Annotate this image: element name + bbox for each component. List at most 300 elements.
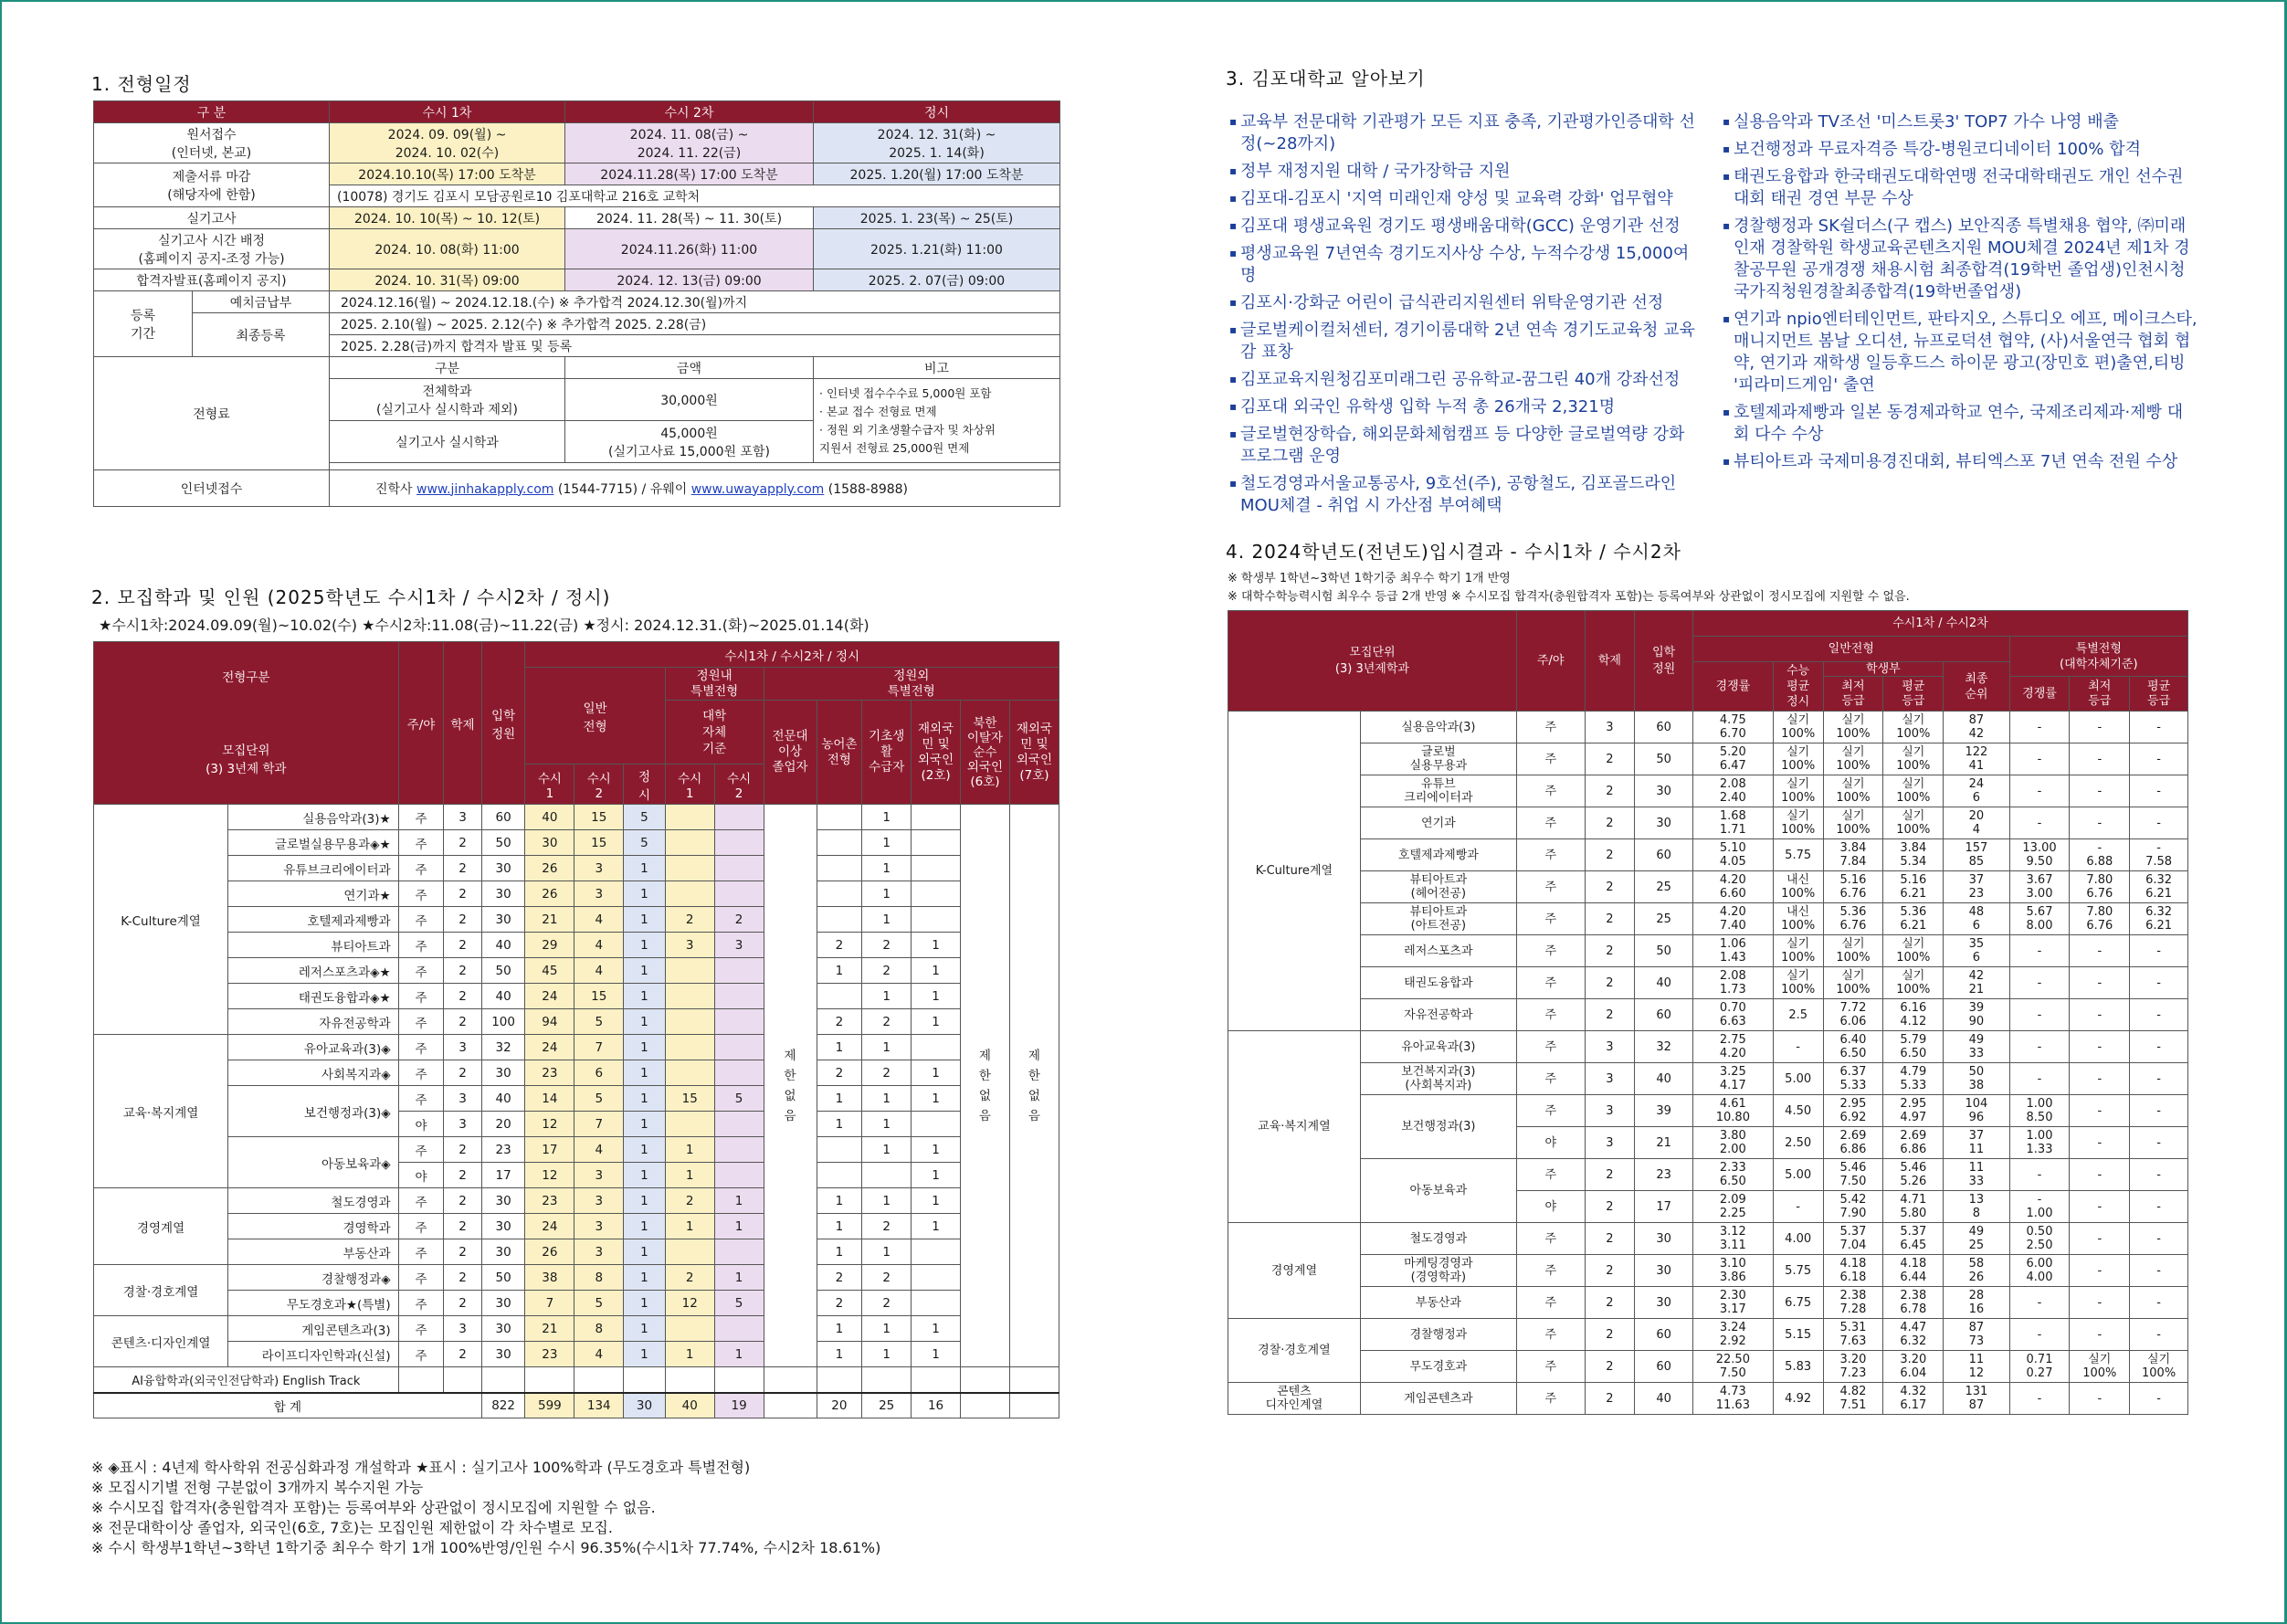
table-row	[94, 984, 1059, 1009]
section-title-recruit: 2. 모집학과 및 인원 (2025학년도 수시1차 / 수시2차 / 정시)	[91, 586, 611, 608]
res-cell: 60	[1635, 999, 1693, 1031]
dept-cell: 1	[714, 1265, 764, 1291]
dept-cell: 주	[398, 984, 444, 1009]
dept-cell: 3	[444, 1035, 481, 1060]
res-cell: 실기 100%	[1823, 807, 1883, 839]
res-cell: 6.32 6.21	[2130, 903, 2188, 935]
res-unit: 무도경호과	[1360, 1351, 1516, 1383]
res-unit: 실용음악과(3)	[1360, 712, 1516, 743]
total-cell: 16	[912, 1393, 961, 1418]
dept-cell: 2	[444, 1265, 481, 1291]
dept-cell: 2	[862, 1009, 912, 1035]
res-cell: 주	[1516, 1063, 1585, 1095]
sched-cell: 2024.10.10(목) 17:00 도착분	[330, 163, 565, 185]
res-cell: 50	[1635, 935, 1693, 967]
sched-cell: 2024. 10. 31(목) 09:00	[330, 269, 565, 291]
res-cell: -	[2130, 807, 2188, 839]
res-unit: 호텔제과제빵과	[1360, 839, 1516, 871]
table-row	[1228, 743, 2188, 775]
res-cell: -	[2009, 775, 2070, 807]
res-cell: 주	[1516, 1287, 1585, 1319]
recruit-table	[93, 641, 1059, 1418]
dept-cell	[714, 1009, 764, 1035]
res-cell: 40	[1635, 967, 1693, 999]
dept-cell: 8	[574, 1316, 624, 1342]
res-header-top: 수시1차 / 수시2차	[1692, 611, 2187, 637]
dept-cell: 1	[624, 1291, 666, 1316]
dept-unit: 사회복지과◈	[228, 1060, 399, 1086]
fee-cell: 전체학과 (실기고사 실시학과 제외)	[330, 379, 565, 421]
fee-cell: 30,000원	[565, 379, 814, 421]
dept-cell: 주	[398, 933, 444, 958]
res-cell: 4.79 5.33	[1883, 1063, 1944, 1095]
dept-cell: 30	[481, 1342, 525, 1367]
dept-cell	[817, 1137, 862, 1163]
dept-cell: 1	[714, 1214, 764, 1239]
res-cell: -	[2130, 1383, 2188, 1415]
dept-cell: 1	[862, 881, 912, 907]
dept-cell: 2	[862, 933, 912, 958]
res-cell: 30	[1635, 775, 1693, 807]
res-cell: 2.09 2.25	[1692, 1191, 1773, 1223]
dept-cell	[817, 881, 862, 907]
res-cell: - 7.58	[2130, 839, 2188, 871]
res-cell: 실기 100%	[1883, 807, 1944, 839]
total-cell: 19	[714, 1393, 764, 1418]
about-list-right	[1723, 111, 2197, 479]
fee-head: 구분	[330, 357, 565, 379]
dept-header: 수시 1	[525, 765, 574, 805]
sched-cell: 2024. 10. 08(화) 11:00	[330, 229, 565, 269]
ai-row: AI융합학과(외국인전담학과) English Track	[94, 1367, 399, 1393]
dept-cell: 1	[862, 830, 912, 856]
res-cell: -	[2130, 712, 2188, 743]
dept-cell: 2	[862, 1291, 912, 1316]
dept-unit: 유튜브크리에이터과	[228, 856, 399, 881]
uway-link[interactable]: www.uwayapply.com	[690, 481, 825, 497]
table-row	[94, 881, 1059, 907]
about-item: ▪ 글로벌현장학습, 해외문화체험캠프 등 다양한 글로벌역량 강화 프로그램 운영	[1229, 424, 1704, 468]
res-cell: 3	[1585, 712, 1635, 743]
res-cell: -	[2070, 999, 2130, 1031]
total-cell: 599	[525, 1393, 574, 1418]
table-row	[94, 1086, 1059, 1112]
dept-cell: 1	[862, 1239, 912, 1265]
table-row	[94, 1316, 1059, 1342]
dept-cell	[817, 856, 862, 881]
res-cell: -	[2070, 1287, 2130, 1319]
res-unit: 보건복지과(3) (사회복지과)	[1360, 1063, 1516, 1095]
dept-unit: 보건행정과(3)◈	[228, 1086, 399, 1137]
dept-cell	[714, 958, 764, 984]
dept-cell: 32	[481, 1035, 525, 1060]
sched-label: 인터넷접수	[94, 470, 330, 507]
res-cell: 실기 100%	[1773, 935, 1823, 967]
res-unit: 유튜브 크리에이터과	[1360, 775, 1516, 807]
dept-cell: 14	[525, 1086, 574, 1112]
dept-header: 입학 정원	[481, 642, 525, 805]
res-cell: 40	[1635, 1383, 1693, 1415]
total-cell: 20	[817, 1393, 862, 1418]
dept-cell	[912, 856, 961, 881]
dept-cell: 1	[624, 1265, 666, 1291]
res-cell: 24 6	[1944, 775, 2009, 807]
dept-unit: 유아교육과(3)◈	[228, 1035, 399, 1060]
table-row	[1228, 1159, 2188, 1191]
res-cell: 37 23	[1944, 871, 2009, 903]
res-cell: 0.71 0.27	[2009, 1351, 2070, 1383]
table-row	[1228, 807, 2188, 839]
dept-cell: 38	[525, 1265, 574, 1291]
dept-cell: 2	[444, 958, 481, 984]
res-cell: 실기 100%	[1883, 967, 1944, 999]
dept-header-top: 수시1차 / 수시2차 / 정시	[525, 642, 1059, 668]
res-cell: -	[2070, 712, 2130, 743]
dept-cell: 2	[862, 1265, 912, 1291]
dept-cell: 1	[624, 1188, 666, 1214]
about-item: ▪ 글로벌케이컬처센터, 경기이룸대학 2년 연속 경기도교육청 교육감 표창	[1229, 320, 1704, 364]
dept-cell: 1	[665, 1342, 714, 1367]
dept-cell: 5	[574, 1086, 624, 1112]
res-cell: -	[2130, 1223, 2188, 1255]
table-row	[1228, 839, 2188, 871]
res-cell: -	[2009, 999, 2070, 1031]
table-row	[94, 1291, 1059, 1316]
table-row	[94, 1342, 1059, 1367]
res-cell: 157 85	[1944, 839, 2009, 871]
sched-reg-label: 등록 기간	[94, 291, 193, 357]
dept-cell: 23	[525, 1060, 574, 1086]
dept-cell: 1	[817, 1086, 862, 1112]
res-cell: 내신 100%	[1773, 903, 1823, 935]
dept-cell: 1	[624, 1163, 666, 1188]
res-cell: -	[2130, 1191, 2188, 1223]
dept-cell: 1	[624, 1214, 666, 1239]
dept-cell: 1	[912, 984, 961, 1009]
fee-cell: 45,000원 (실기고사료 15,000원 포함)	[565, 421, 814, 463]
dept-cell: 5	[714, 1086, 764, 1112]
jinhak-link[interactable]: www.jinhakapply.com	[416, 481, 554, 497]
table-row	[94, 1188, 1059, 1214]
dept-cell: 주	[398, 907, 444, 933]
res-cell: -	[2070, 1319, 2130, 1351]
table-row	[1228, 903, 2188, 935]
table-row	[94, 805, 1059, 830]
dept-cell: 1	[624, 881, 666, 907]
about-item: ▪ 호텔제과제빵과 일본 동경제과학교 연수, 국제조리제과·제빵 대회 다수 수상	[1723, 402, 2197, 446]
res-group: 교육·복지계열	[1228, 1031, 1361, 1223]
total-cell	[961, 1393, 1010, 1418]
dept-header: 정 시	[624, 765, 666, 805]
dept-cell: 29	[525, 933, 574, 958]
about-item: ▪ 평생교육원 7년연속 경기도지사상 수상, 누적수강생 15,000여명	[1229, 243, 1704, 287]
table-row	[1228, 871, 2188, 903]
res-cell: 5.46 5.26	[1883, 1159, 1944, 1191]
table-row	[1228, 1351, 2188, 1383]
res-cell: 2	[1585, 743, 1635, 775]
res-cell: 3.80 2.00	[1692, 1127, 1773, 1159]
res-cell: -	[2009, 1287, 2070, 1319]
dept-cell: 1	[624, 933, 666, 958]
res-cell: 4.82 7.51	[1823, 1383, 1883, 1415]
dept-cell: 1	[817, 1214, 862, 1239]
table-row	[1228, 1095, 2188, 1127]
dept-header: 수시 2	[714, 765, 764, 805]
dept-cell	[665, 1316, 714, 1342]
res-cell: 주	[1516, 999, 1585, 1031]
total-cell: 822	[481, 1393, 525, 1418]
res-cell: 주	[1516, 871, 1585, 903]
table-row	[1228, 775, 2188, 807]
res-cell: 28 16	[1944, 1287, 2009, 1319]
dept-cell: 1	[862, 856, 912, 881]
dept-cell: 45	[525, 958, 574, 984]
dept-unit: 무도경호과★(특별)	[228, 1291, 399, 1316]
res-cell: 3.24 2.92	[1692, 1319, 1773, 1351]
res-cell: 실기 100%	[1823, 743, 1883, 775]
res-cell: -	[2130, 775, 2188, 807]
results-table-body	[1228, 712, 2188, 1415]
dept-header: 재외국 민 및 외국인 (7호)	[1009, 701, 1059, 805]
res-cell: 4.71 5.80	[1883, 1191, 1944, 1223]
dept-cell: 2	[444, 1291, 481, 1316]
res-cell: - 1.00	[2009, 1191, 2070, 1223]
res-cell: 122 41	[1944, 743, 2009, 775]
dept-cell: 1	[624, 1137, 666, 1163]
dept-cell: 17	[525, 1137, 574, 1163]
dept-cell: 1	[665, 1214, 714, 1239]
res-cell: 2	[1585, 1255, 1635, 1287]
dept-header: 일반 전형	[525, 668, 665, 765]
dept-header-unit-label: 모집단위 (3) 3년제 학과	[206, 743, 287, 776]
dept-cell	[714, 984, 764, 1009]
dept-header: 정원외 특별전형	[764, 668, 1059, 701]
res-cell: -	[2130, 999, 2188, 1031]
res-cell: 2.69 6.86	[1883, 1127, 1944, 1159]
dept-cell	[444, 1367, 481, 1393]
dept-cell	[912, 1367, 961, 1393]
dept-cell: 1	[624, 1342, 666, 1367]
total-label: 합 계	[94, 1393, 482, 1418]
res-cell: 6.00 4.00	[2009, 1255, 2070, 1287]
recruit-table-body	[94, 805, 1059, 1418]
note-line: ※ 수시모집 합격자(충원합격자 포함)는 등록여부와 상관없이 정시모집에 지원할 수 없음.	[91, 1499, 656, 1516]
res-unit: 유아교육과(3)	[1360, 1031, 1516, 1063]
res-cell: 주	[1516, 775, 1585, 807]
note-line: ※ ◈표시 : 4년제 학사학위 전공심화과정 개설학과 ★표시 : 실기고사 100%학과 (무도경호과 특별전형)	[91, 1459, 751, 1476]
dept-cell: 26	[525, 1239, 574, 1265]
res-cell: 7.80 6.76	[2070, 903, 2130, 935]
dept-cell: 30	[525, 830, 574, 856]
dept-cell	[525, 1367, 574, 1393]
res-cell: 5.15	[1773, 1319, 1823, 1351]
res-cell: 2	[1585, 775, 1635, 807]
res-cell: 주	[1516, 1255, 1585, 1287]
dept-cell: 1	[624, 856, 666, 881]
about-item: ▪ 정부 재정지원 대학 / 국가장학금 지원	[1229, 161, 1704, 183]
res-header: 학제	[1585, 611, 1635, 712]
res-cell: 4.73 11.63	[1692, 1383, 1773, 1415]
dept-cell: 1	[817, 1112, 862, 1137]
res-group: K-Culture계열	[1228, 712, 1361, 1031]
res-cell: 4.61 10.80	[1692, 1095, 1773, 1127]
res-cell: 37 11	[1944, 1127, 2009, 1159]
res-header: 평균 등급	[2130, 677, 2188, 712]
res-cell: -	[2009, 743, 2070, 775]
about-item: ▪ 교육부 전문대학 기관평가 모든 지표 충족, 기관평가인증대학 선정(~28까지)	[1229, 111, 1704, 155]
res-cell: -	[2130, 935, 2188, 967]
dept-cell: 2	[444, 1009, 481, 1035]
dept-unit: 경찰행정과◈	[228, 1265, 399, 1291]
res-cell: 4.20 6.60	[1692, 871, 1773, 903]
res-cell: 6.16 4.12	[1883, 999, 1944, 1031]
dept-cell: 3	[714, 933, 764, 958]
res-cell: 60	[1635, 1351, 1693, 1383]
res-cell: 5.10 4.05	[1692, 839, 1773, 871]
dept-cell: 1	[912, 1137, 961, 1163]
dept-cell: 1	[624, 984, 666, 1009]
res-cell: 39	[1635, 1095, 1693, 1127]
res-cell: -	[2070, 807, 2130, 839]
dept-cell: 2	[665, 1265, 714, 1291]
dept-cell: 1	[817, 1035, 862, 1060]
res-cell: 42 21	[1944, 967, 2009, 999]
res-cell: -	[2009, 1159, 2070, 1191]
res-header-csat	[1773, 662, 1823, 712]
res-unit: 게임콘텐츠과	[1360, 1383, 1516, 1415]
fee-head: 금액	[565, 357, 814, 379]
sched-label: 최종등록	[193, 313, 330, 357]
dept-cell: 3	[574, 881, 624, 907]
table-row	[94, 1214, 1059, 1239]
res-cell: 40	[1635, 1063, 1693, 1095]
sched-cell: 2024. 11. 28(목) ~ 11. 30(토)	[565, 207, 814, 229]
dept-cell: 1	[912, 958, 961, 984]
dept-cell: 주	[398, 1009, 444, 1035]
res-unit: 아동보육과	[1360, 1159, 1516, 1223]
net-text: 진학사	[375, 481, 417, 497]
res-cell: 5.20 6.47	[1692, 743, 1773, 775]
dept-cell: 1	[862, 1342, 912, 1367]
dept-unit: 자유전공학과	[228, 1009, 399, 1035]
dept-cell	[481, 1367, 525, 1393]
res-cell: 4.00	[1773, 1223, 1823, 1255]
dept-cell: 주	[398, 856, 444, 881]
res-cell: -	[2070, 1063, 2130, 1095]
no-limit: 제 한 없 음	[1009, 805, 1059, 1367]
dept-cell: 1	[624, 1316, 666, 1342]
res-cell: 60	[1635, 712, 1693, 743]
res-cell: 1.00 1.33	[2009, 1127, 2070, 1159]
res-cell: 5.00	[1773, 1063, 1823, 1095]
dept-cell: 1	[624, 958, 666, 984]
res-cell: -	[2130, 1159, 2188, 1191]
dept-cell: 7	[574, 1112, 624, 1137]
schedule-table	[93, 100, 1060, 507]
res-cell: 2	[1585, 1287, 1635, 1319]
dept-cell	[665, 984, 714, 1009]
res-cell: 50	[1635, 743, 1693, 775]
res-cell: 주	[1516, 1159, 1585, 1191]
total-cell: 134	[574, 1393, 624, 1418]
dept-header-type-label: 전형구분	[222, 670, 270, 685]
dept-cell: 1	[624, 1035, 666, 1060]
results-note: ※ 대학수학능력시험 최우수 등급 2개 반영 ※ 수시모집 합격자(충원합격자 포함)는 등록여부와 상관없이 정시모집에 지원할 수 없음.	[1228, 590, 1910, 604]
res-cell: 30	[1635, 807, 1693, 839]
about-item: ▪ 태권도융합과 한국태권도대학연맹 전국대학태권도 개인 선수권대회 태권 경연 부문 수상	[1723, 166, 2197, 210]
dept-cell	[817, 805, 862, 830]
sched-cell: 2025. 1.20(월) 17:00 도착분	[814, 163, 1060, 185]
res-cell: -	[2130, 1255, 2188, 1287]
sched-cell: 2024. 10. 10(목) ~ 10. 12(토)	[330, 207, 565, 229]
dept-cell: 30	[481, 1316, 525, 1342]
dept-cell: 40	[481, 984, 525, 1009]
dept-unit: 뷰티아트과	[228, 933, 399, 958]
dept-cell: 2	[444, 856, 481, 881]
res-cell: 주	[1516, 935, 1585, 967]
dept-cell: 3	[574, 1188, 624, 1214]
table-row	[94, 830, 1059, 856]
about-item: ▪ 김포교육지원청김포미래그린 공유학교-꿈그린 40개 강좌선정	[1229, 369, 1704, 391]
table-row	[94, 1239, 1059, 1265]
dept-cell: 1	[912, 1009, 961, 1035]
table-row	[1228, 967, 2188, 999]
dept-cell: 50	[481, 830, 525, 856]
dept-cell: 94	[525, 1009, 574, 1035]
dept-cell: 주	[398, 1342, 444, 1367]
res-unit: 부동산과	[1360, 1287, 1516, 1319]
dept-unit: 실용음악과(3)★	[228, 805, 399, 830]
dept-cell: 주	[398, 881, 444, 907]
res-cell: 20 4	[1944, 807, 2009, 839]
table-row	[1228, 999, 2188, 1031]
res-cell: 3.84 5.34	[1883, 839, 1944, 871]
dept-cell: 1	[862, 1035, 912, 1060]
res-header: 특별전형 (대학자체기준)	[2009, 637, 2187, 677]
about-item: ▪ 연기과 npio엔터테인먼트, 판타지오, 스튜디오 에프, 메이크스타, 매니지먼트 봄날 오디션, 뉴프로덕션 협약, (사)서울연극 협회 협약, 연기과 재학생 일등후드스 하이문 광고(장민호 편)출연,티빙 '피라미드게임' 출연	[1723, 309, 2197, 396]
res-cell: 5.16 6.21	[1883, 871, 1944, 903]
dept-cell: 주	[398, 1265, 444, 1291]
res-cell: 11 12	[1944, 1351, 2009, 1383]
res-cell: 3	[1585, 1063, 1635, 1095]
res-cell: 13.00 9.50	[2009, 839, 2070, 871]
dept-cell: 1	[817, 1188, 862, 1214]
dept-cell: 3	[574, 1214, 624, 1239]
res-cell: - 6.88	[2070, 839, 2130, 871]
dept-cell: 4	[574, 958, 624, 984]
dept-header: 주/야	[398, 642, 444, 805]
sched-label: 예치금납부	[193, 291, 330, 313]
res-cell: 4.20 7.40	[1692, 903, 1773, 935]
res-cell: 48 6	[1944, 903, 2009, 935]
dept-cell	[714, 805, 764, 830]
dept-cell: 7	[525, 1291, 574, 1316]
dept-cell: 2	[444, 1342, 481, 1367]
res-cell: -	[2070, 935, 2130, 967]
about-item: ▪ 김포시·강화군 어린이 급식관리지원센터 위탁운영기관 선정	[1229, 292, 1704, 314]
res-unit: 자유전공학과	[1360, 999, 1516, 1031]
res-cell: 2	[1585, 1191, 1635, 1223]
res-cell: -	[2009, 1063, 2070, 1095]
res-cell: 실기 100%	[1883, 712, 1944, 743]
res-cell: 5.46 7.50	[1823, 1159, 1883, 1191]
res-header: 경쟁률	[1692, 662, 1773, 712]
dept-cell: 야	[398, 1163, 444, 1188]
res-unit: 경찰행정과	[1360, 1319, 1516, 1351]
dept-cell: 100	[481, 1009, 525, 1035]
dept-cell	[665, 805, 714, 830]
dept-cell: 1	[912, 1316, 961, 1342]
